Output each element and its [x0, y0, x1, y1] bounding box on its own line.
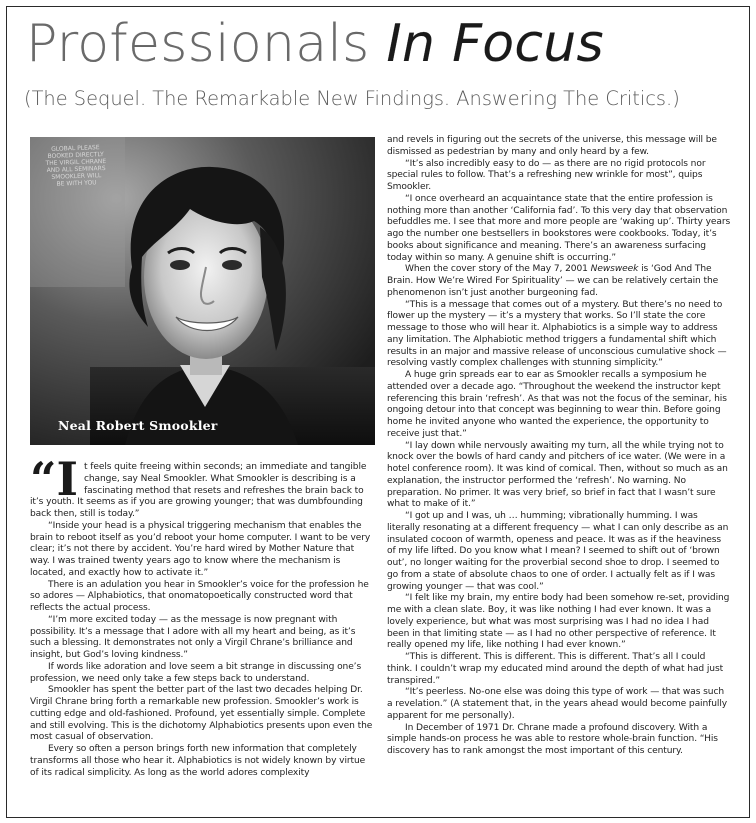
portrait-photo — [30, 137, 375, 445]
paragraph: “I’m more excited today — as the message is now pregnant with possibility. It’s a message that I adore with all my heart and being, as it’s such a blessing. It demonstrates not only a Virgil Chrane’s brilliance and insight, but God’s loving kindness.” — [30, 614, 356, 660]
subheadline: (The Sequel. The Remarkable New Findings. Answering The Critics.) — [24, 87, 680, 110]
paragraph-newsweek — [387, 264, 732, 299]
signage-line: BOOKED DIRECTLY — [47, 151, 104, 160]
paragraph: “I got up and I was, uh … humming; vibrationally humming. I was literally resonating at a different frequency — what I can only describe as an insulated cocoon of warmth, openess and peace. It was as if the heaviness of my life lifted. Do you know what I mean? I seemed to shift out of ‘brown out’, no longer waiting for the proverbial second shoe to drop. I seemed to go from a state of absolute chaos to one of order. I actually felt as if I was growing younger — that was cool.” — [387, 511, 729, 592]
paragraph: “I felt like my brain, my entire body had been somehow re-set, providing me with a clean slate. Boy, it was like nothing I had ever known. It was a lovely experience, but what was most surprising was I had no idea I had been in that limiting state — as I had no other perspective of reference. It really opened my life, like nothing I had ever known.” — [387, 593, 730, 651]
drop-cap: “I — [30, 452, 78, 506]
paragraph-continuation: and revels in figuring out the secrets of the universe, this message will be dismissed as pedestrian by many and only heard by a few. — [387, 135, 717, 157]
signage-line: BE WITH YOU — [56, 179, 97, 188]
paragraph: “I once overheard an acquaintance state that the entire profession is nothing more than another ‘California fad’. To this very day that observation befuddles me. I see that more and more people are ‘waking up’. Thirty years ago the number one bestsellers in bookstores were cookbooks. Today, it’s books about significance and meaning. There’s an awareness surfacing today within so many. A genuine shift is occurring.” — [387, 193, 731, 263]
headline-in-focus: In Focus — [386, 14, 604, 74]
paragraph: A huge grin spreads ear to ear as Smookler recalls a symposium he attended over a decade ago. “Throughout the weekend the instructor kept referencing this brain ‘refresh’. As that was not the focus of the seminar, his ongoing detour into that concept was beginning to wear thin. Before going home he invited anyone who wanted the experience, the opportunity to receive just that.” — [387, 370, 727, 439]
signage-line: AND ALL SEMINARS — [46, 164, 106, 175]
lead-paragraph: t feels quite freeing within seconds; an immediate and tangible change, say Neal Smookler. What Smookler is describing is a fascinating method that resets and refreshes the brain back to it’s youth. It seems as if you are growing younger; that was dumbfounding back then, still is today.” — [30, 462, 367, 519]
paragraph: “I lay down while nervously awaiting my turn, all the while trying not to knock over the bowls of hard candy and pitchers of ice water. (We were in a hotel conference room). It was kind of comical. Then, without so much as an explanation, the instructor performed the ‘refresh’. No warning. No preparation. No primer. It was very brief, so brief in fact that I wasn’t sure what to make of it.” — [387, 440, 728, 510]
headline — [26, 14, 746, 74]
paragraph: There is an adulation you hear in Smookler’s voice for the profession he so adores — Alphabiotics, that onomatopoetically constructed word that reflects the actual process. — [30, 579, 369, 613]
photo-caption: Neal Robert Smookler — [58, 418, 218, 433]
headline-professionals: Professionals — [26, 14, 387, 74]
article-column-left — [30, 452, 374, 779]
paragraph: Every so often a person brings forth new information that completely transforms all those who hear it. Alphabiotics is not widely known by virtue of its radical simplicity. As long as the world adores complexity — [30, 744, 366, 778]
paragraph: Smookler has spent the better part of the last two decades helping Dr. Virgil Chrane bring forth a remarkable new profession. Smookler’s work is cutting edge and old-fashioned. Profound, yet essentially simple. Complete and still evolving. This is the dichotomy Alphabiotics presents upon even the most casual of observation. — [30, 685, 373, 743]
paragraph: “It’s peerless. No-one else was doing this type of work — that was such a revelation.” (A statement that, in the years ahead would become painfully apparent for me personally). — [387, 687, 728, 721]
paragraph: In December of 1971 Dr. Chrane made a profound discovery. With a simple hands-on process he was able to restore whole-brain function. “His discovery has to rank amongst the most important of this century. — [387, 722, 718, 756]
newsweek-before: When the cover story of the May 7, 2001 — [405, 264, 591, 275]
paragraph: If words like adoration and love seem a bit strange in discussing one’s profession, we need only take a few steps back to understand. — [30, 661, 362, 684]
signage-line: SMOOKLER WILL — [51, 172, 102, 181]
paragraph: “This is different. This is different. This is different. That’s all I could think. I couldn’t wrap my educated mind around the depth of what had just transpired.” — [387, 652, 724, 686]
paragraph: “This is a message that comes out of a mystery. But there’s no need to flower up the mystery — it’s a mystery that works. So I’ll state the core message to those who will hear it. Alphabiotics is a simple way to address any limitation. The Alphabiotic method triggers a fundamental shift which results in an major and massive release of unconscious cumulative shock — resolving vastly complex challenges with stunning simplicity.” — [387, 299, 727, 369]
newsweek-after: is ‘God And The Brain. How We’re Wired For Spirituality’ — we can be relatively certain the phenomenon isn’t just another burgeoning fad. — [387, 264, 719, 298]
photo-background-signage — [39, 144, 112, 188]
signage-line: THE VIRGIL CHRANE — [45, 157, 107, 168]
lead-paragraph-wrap — [30, 452, 374, 521]
newsweek-title: Newsweek — [590, 264, 639, 275]
paragraph: “It’s also incredibly easy to do — as there are no rigid protocols nor special rules to follow. That’s a refreshing new wrinkle for most”, quips Smookler. — [387, 158, 706, 192]
paragraph: “Inside your head is a physical triggering mechanism that enables the brain to reboot itself as you’d reboot your home computer. I want to be very clear; it’s not there by accident. You’re hard wired by Mother Nature that way. I was trained twenty years ago to know where the mechanism is located, and exactly how to activate it.” — [30, 520, 371, 578]
article-column-right — [387, 135, 732, 758]
signage-line: GLOBAL PLEASE — [51, 144, 100, 153]
